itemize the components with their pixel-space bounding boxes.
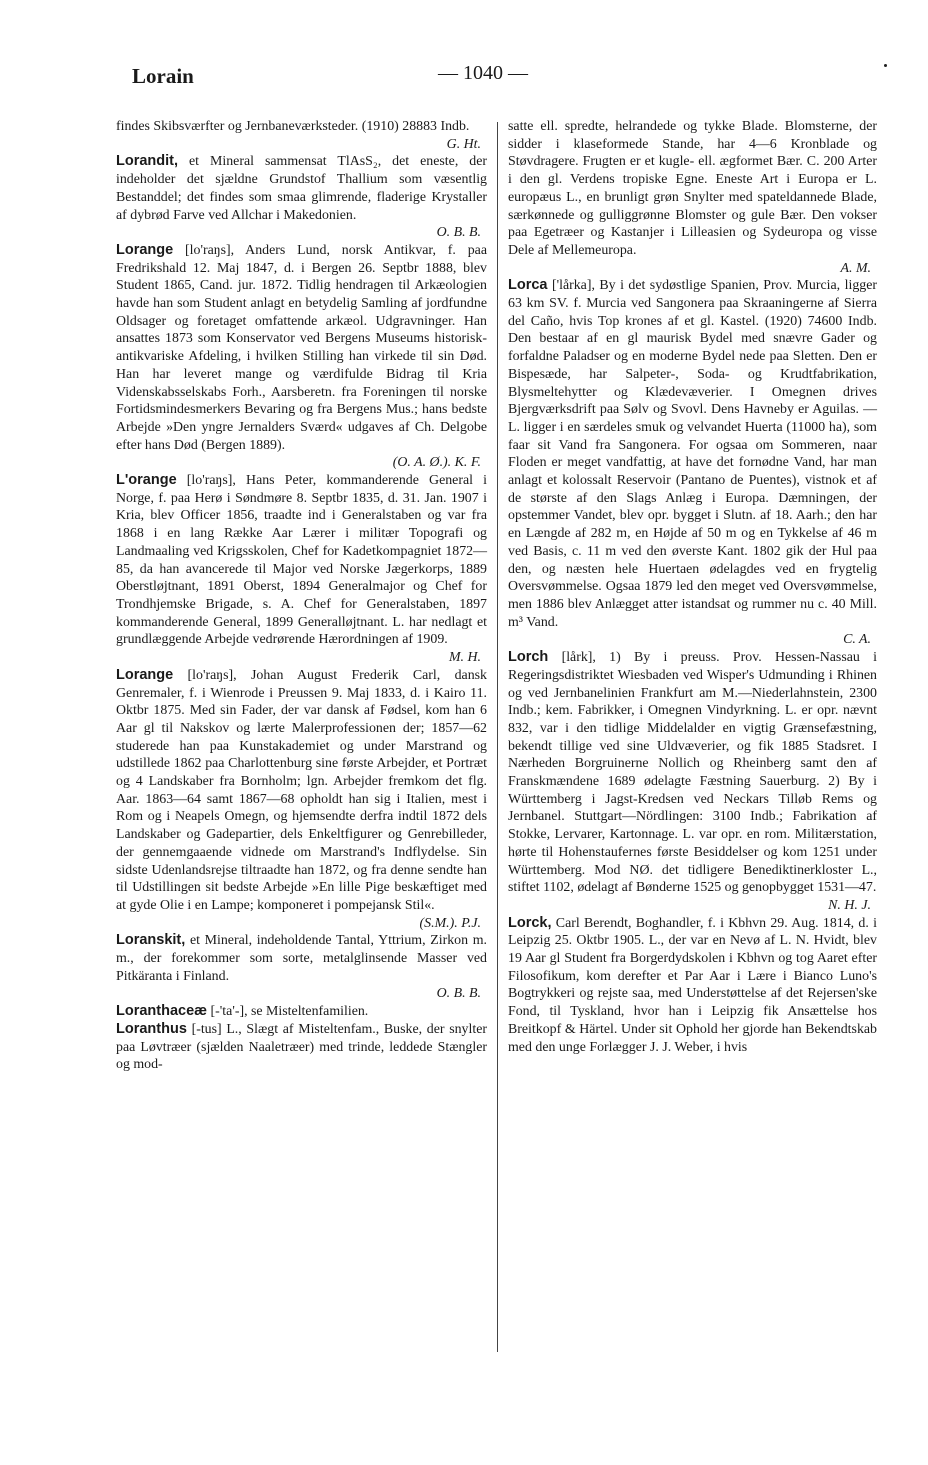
entry-text: [-'ta'-], se Misteltenfamilien. — [207, 1004, 369, 1020]
entry-signature: C. A. — [843, 632, 871, 648]
entry-headword: Lorch — [508, 649, 549, 666]
entry-headword: Lorck, — [508, 914, 552, 931]
margin-dot — [884, 64, 887, 67]
entry-headword: L'orange — [116, 472, 177, 489]
dictionary-entry — [508, 118, 877, 277]
dictionary-entry — [508, 649, 877, 915]
entry-text: Carl Berendt, Boghandler, f. i Kbhvn 29. Aug. 1814, d. i Leipzig 25. Oktbr 1905. L., der var en Nevø af L. N. Hvidt, blev 19 Aar gl Student fra Borgerdydskolen i Kbhvn og tog Aaret efter Filosofikum, kom derefter et Par Aar i Lære i Bianco Luno's Bogtrykkeri og rejste saa, med Understøttelse af det Rejersen'ske Fond, til Tyskland, hvor han i Leipzig fik Ansættelse hos Breitkopf & Härtel. Under sit Ophold her gjorde han Bekendtskab med den unge Forlægger J. J. Weber, i hvis — [508, 915, 877, 1055]
page-number: — 1040 — — [438, 62, 528, 84]
dictionary-entry — [116, 1021, 487, 1074]
entry-headword: Lorandit, — [116, 153, 179, 170]
dictionary-entry — [116, 667, 487, 933]
entry-headword: Lorange — [116, 666, 174, 683]
entry-headword: Loranskit, — [116, 932, 186, 949]
entry-headword: Lorca — [508, 277, 548, 294]
entry-text: [lårk], 1) By i preuss. Prov. Hessen-Nassau i Regeringsdistriktet Wiesbaden ved Wisper's Udmunding i Rhinen og ved Jernbanelinien Frankfurt am M.—Niederlahnstein, 2300 Indb.; kem. Fabrikker, i Omegnen Vindyrkning. L. er opr. nævnt 832, var i den tidlige Middelalder en vigtig Grænsefæstning, bekendt tillige ved sine Uldvæverier, og fik 1885 Stadsret. I Nærheden Borgruinerne Nollich og Rheinberg samt den af Franskmændene 1689 ødelagte Fæstning Sauerburg. 2) By i Württemberg i Jagst-Kredsen ved Neckars Tilløb Rems og Jernbanel. Stuttgart—Nördlingen: 3100 Indb.; Fabrikation af Stokke, Lervarer, Kartonnage. L. var opr. en rom. Militærstation, hørte til Hohenstaufernes første Besiddelser og kom 1251 under Württemberg. Mod NØ. det tidligere Benediktinerkloster L., stiftet 1102, ødelagt af Bønderne 1525 og genopbygget 1531—47. — [508, 650, 877, 896]
entry-text: et Mineral sammensat TlAsS₂, det eneste, der indeholder det sjældne Grundstof Thallium som væsentlig Bestanddel; det findes som smaa glimrende, fladerige Krystaller af dybrød Farve ved Allchar i Makedonien. — [116, 154, 487, 223]
entry-signature: A. M. — [840, 260, 871, 276]
dictionary-entry — [116, 932, 487, 1003]
entry-signature: N. H. J. — [828, 897, 871, 913]
entry-text: ['lårka], By i det sydøstlige Spanien, Prov. Murcia, ligger 63 km SV. f. Murcia ved Sangonera paa Skraaningerne af Sierra del Caño, hvis Top krones af et gl. Kastel. (1920) 74600 Indb. Den bestaar af en gl maurisk Bydel med snævre Gader og forfaldne Paladser og en moderne Bydel nede paa Sletten. Den er Bispesæde, har Salpeter-, Soda- og Krudtfabrikation, Blysmeltehytter og Klædevæverier. I Omegnen drives Bjergværksdrift paa Sølv og Svovl. Dens Havneby er Aguilas. — L. ligger i en særdeles smuk og velvandet Huerta (11000 ha), som faar sit Vand fra Sangonera. For ogsaa om Sommeren, naar Floden er meget vandfattig, at have det fornødne Vand, har man anlagt et kolossalt Reservoir (Pantano de Puentes), vistnok et af de største af den Slags Anlæg i Europa. Dæmningen, der opstemmer Vandet, blev opr. bygget i Slutn. af 18. Aarh.; den har en Længde af 282 m, en Højde af 50 m og en Tykkelse af 46 m ved Basis, c. 11 m ved den øverste Kant. 1802 gik der Hul paa den, og næsten hele Huertaen ødelagdes ved en frygtelig Oversvømmelse. Ogsaa 1879 led den meget ved Oversvømmelse, men 1886 blev Anlægget atter istandsat og rummer nu c. 40 Mill. m³ Vand. — [508, 278, 877, 630]
entry-signature: G. Ht. — [446, 136, 481, 152]
entry-text: satte ell. spredte, helrandede og tykke Blade. Blomsterne, der sidder i klaseformede Stande, har 4—6 Kronblade og Støvdragere. Frugten er et kugle- ell. ægformet Bær. C. 200 Arter i den gl. Verdens tropiske Egne. Eneste Art i Europa er L. europæus L., en brunligt grøn Snylter med spateldannede Blade, særkønnede og gulliggrønne Blomster og gule Bær. Den vokser paa Egetræer og Kastanjer i Lilleasien og Sydeuropa og visse Dele af Mellemeuropa. — [508, 119, 877, 258]
right-column — [508, 118, 877, 1056]
entry-headword: Loranthus — [116, 1020, 187, 1037]
dictionary-entry — [116, 242, 487, 472]
running-head-word: Lorain — [132, 64, 194, 88]
entry-text: et Mineral, indeholdende Tantal, Yttrium, Zirkon m. m., der forekommer som sorte, metalglinsende Masser ved Pitkäranta i Finland. — [116, 933, 487, 984]
entry-signature: (S.M.). P.J. — [419, 915, 481, 931]
entry-text: [lo'raŋs], Anders Lund, norsk Antikvar, f. paa Fredrikshald 12. Maj 1847, d. i Bergen 26. Septbr 1888, blev Student 1865, Cand. jur. 1872. Tidlig hendragen til Arkæologien havde han som Student anlagt en betydelig Samling af jordfundne Oldsager og foretaget omfattende arkæol. Udgravninger. Han ansattes 1873 som Konservator ved Bergens Museums historisk-antikvariske Afdeling, i hvilken Stilling han virkede til sin Død. Han har leveret mange og værdifulde Bidrag til Kria Videnskabsselskabs Forh., Aarsberetn. fra Foreningen til norske Fortidsmindesmerkers Bevaring og fra Bergens Mus.; hans bedste Arbejde »Den yngre Jernalders Sværd« udgaves af Ch. Delgobe efter hans Død (Bergen 1889). — [116, 242, 487, 453]
left-column — [116, 118, 487, 1074]
column-rule — [497, 122, 498, 1352]
entry-signature: O. B. B. — [436, 986, 481, 1002]
entry-text: [lo'raŋs], Johan August Frederik Carl, dansk Genremaler, f. i Wienrode i Preussen 9. Maj 1833, d. i Kairo 11. Oktbr 1875. Med sin Fader, der var dansk af Fødsel, kom han 6 Aar gl til Nakskov og lærte Malerprofessionen der; 1857—62 studerede han paa Kunstakademiet og under Marstrand og udstillede 1862 paa Charlottenburg sine første Arbejder, et Portræt og 4 Landskaber fra Bornholm; lgn. Arbejder fremkom det flg. Aar. 1863—64 samt 1867—68 opholdt han sig i Italien, mest i Rom og i Neapels Omegn, og hjemsendte derfra indtil 1872 dels Landskaber og Gadepartier, dels Enkeltfigurer og Genrebilleder, der gennemgaaende vidnede om Marstrand's Indflydelse. Sin sidste Udenlandsrejse tiltraadte han 1872, og fra denne sendte han til Udstillingen sit bedste Arbejde »En lille Pige beskæftiget med at gyde Olie i en Lampe; komponeret i pompejansk Stil«. — [116, 667, 487, 913]
entry-headword: Lorange — [116, 241, 174, 258]
entry-headword: Loranthaceæ — [116, 1003, 208, 1020]
dictionary-entry — [508, 915, 877, 1057]
entry-text: [-tus] L., Slægt af Misteltenfam., Buske, der snylter paa Løvtræer (sjælden Naaletræer) med trinde, leddede Stængler og mod- — [116, 1021, 487, 1073]
entry-text: findes Skibsværfter og Jernbaneværksteder. (1910) 28883 Indb. — [116, 119, 470, 134]
dictionary-entry — [116, 1003, 487, 1021]
dictionary-entry — [508, 277, 877, 649]
entry-signature: M. H. — [448, 650, 481, 666]
dictionary-entry — [116, 118, 487, 153]
entry-signature: O. B. B. — [436, 225, 481, 241]
dictionary-entry — [116, 472, 487, 667]
dictionary-entry — [116, 153, 487, 242]
entry-signature: (O. A. Ø.). K. F. — [392, 455, 481, 471]
entry-text: [lo'raŋs], Hans Peter, kommanderende General i Norge, f. paa Herø i Søndmøre 8. Septbr 1835, d. 31. Jan. 1907 i Kria, blev Officer 1856, traadte ind i Generalstaben og var fra 1868 i en lang Række Aar Lærer i militær Topografi og Landmaaling ved Krigsskolen, Chef for Kadetkompagniet 1872—85, da han avancerede til Major ved Norske Jægerkorps, 1889 Oberstløjtnant, 1891 Oberst, 1894 Generalmajor og Chef for Trondhjemske Brigade, s. A. Chef for Generalstaben, 1897 kommanderende General, 1899 Generalløjtnant. L. har nedlagt et grundlæggende Arbejde vedrørende Hærordningen af 1909. — [116, 473, 487, 648]
